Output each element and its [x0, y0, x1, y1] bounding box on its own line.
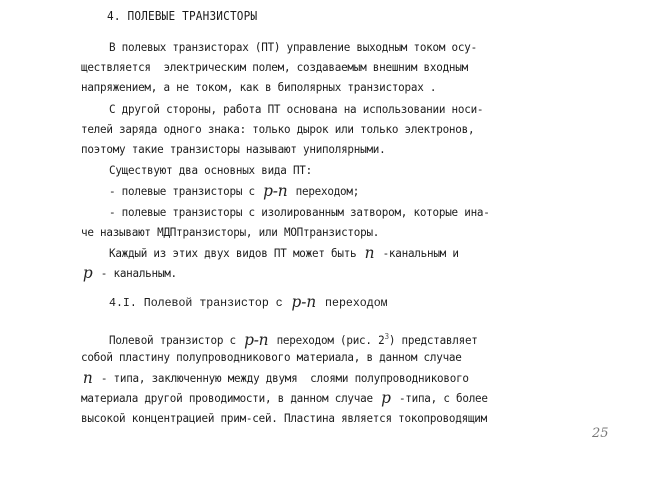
paragraph-4-line-2 [81, 263, 177, 282]
paragraph-5-line-3 [81, 368, 469, 387]
paragraph-1-line-1: В полевых транзисторах (ПТ) управление выходным током осу- [109, 40, 477, 54]
section-heading [109, 292, 388, 311]
chapter-heading: 4. ПОЛЕВЫЕ ТРАНЗИСТОРЫ [107, 9, 258, 23]
p5-l1-text-a: Полевой транзистор с [109, 332, 243, 347]
paragraph-3-item-1 [109, 181, 360, 200]
p5-pn-symbol: p-n [244, 329, 269, 349]
p5-l1-text-b: переходом (рис. 2 [270, 332, 385, 347]
item-1-text-after: переходом; [289, 184, 360, 198]
paragraph-2-line-1: С другой стороны, работа ПТ основана на использовании носи- [109, 102, 484, 116]
p5-l1-text-c: ) представляет [388, 332, 478, 347]
p4-text-after: - канальным. [94, 266, 177, 280]
p4-text-before: Каждый из этих двух видов ПТ может быть [109, 246, 363, 260]
figure-ref-superscript: 3 [384, 332, 389, 341]
p4-text-middle: -канальным и [376, 246, 459, 260]
paragraph-5-line-1 [109, 330, 478, 347]
paragraph-1-line-3: напряжением, а не током, как в биполярных транзисторах . [81, 80, 437, 94]
paragraph-5-line-5: высокой концентрацией прим-сей. Пластина является токопроводящим [81, 411, 487, 425]
paragraph-5-line-2: собой пластину полупроводникового материала, в данном случае [81, 350, 462, 364]
p5-n-symbol: n [82, 368, 93, 387]
p5-l4-text-b: -типа, с более [392, 391, 488, 405]
pn-symbol: p-n [263, 181, 288, 200]
section-heading-after: переходом [318, 296, 388, 310]
paragraph-2-line-3: поэтому такие транзисторы называют униполярными. [81, 142, 386, 156]
p-symbol: p [82, 263, 93, 282]
paragraph-1-line-2: ществляется электрическим полем, создаваемым внешним входным [81, 60, 468, 74]
p5-l4-text-a: материала другой проводимости, в данном случае [81, 391, 380, 405]
paragraph-4-line-1 [109, 243, 459, 262]
section-heading-text: 4.I. Полевой транзистор с [109, 296, 290, 310]
p5-l3-text: - типа, заключенную между двумя слоями полупроводникового [94, 371, 469, 385]
paragraph-2-line-2: телей заряда одного знака: только дырок или только электронов, [81, 122, 475, 136]
paragraph-3-intro: Существуют два основных вида ПТ: [109, 163, 312, 177]
section-pn-symbol: p-n [291, 292, 317, 311]
item-1-text-before: - полевые транзисторы с [109, 184, 262, 198]
p5-p-symbol: p [381, 388, 391, 407]
paragraph-3-item-2-line-1: - полевые транзисторы с изолированным затвором, которые ина- [109, 205, 490, 219]
page-number: 25 [592, 426, 609, 441]
n-symbol: n [364, 243, 375, 262]
paragraph-3-item-2-line-2: че называют МДПтранзисторы, или МОПтранзисторы. [81, 225, 380, 239]
paragraph-5-line-4 [81, 388, 488, 407]
